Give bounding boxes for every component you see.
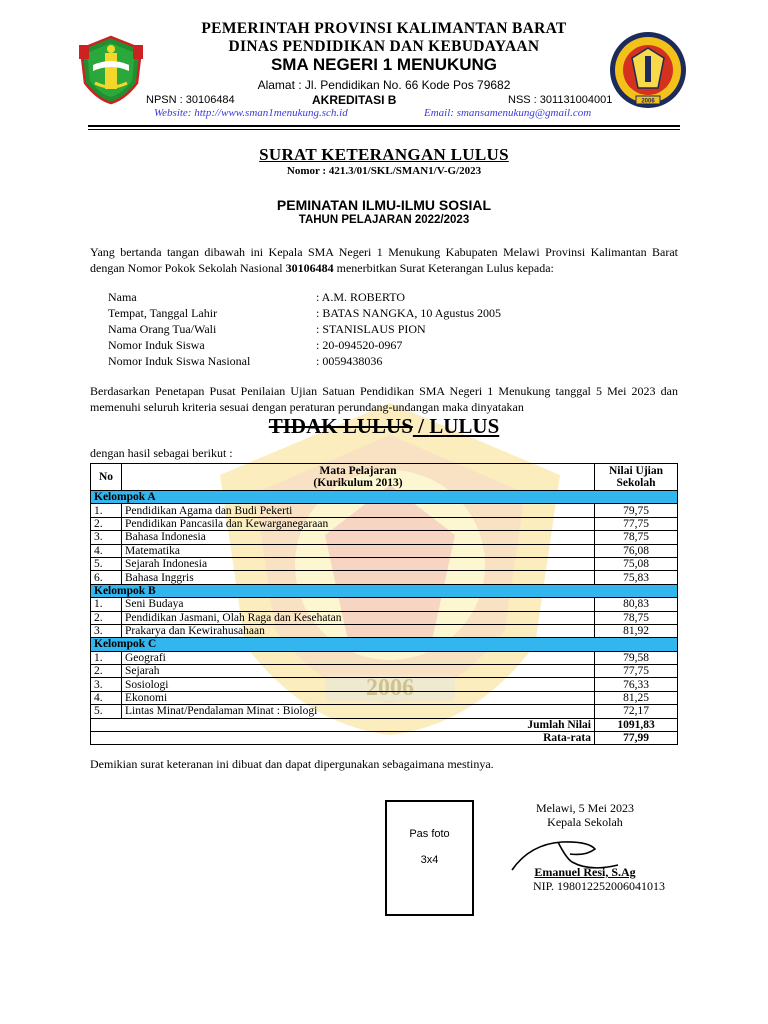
header-score: Nilai Ujian Sekolah <box>595 464 678 491</box>
average-score: 77,99 <box>595 732 678 745</box>
table-row: 1. Geografi 79,58 <box>91 651 678 664</box>
table-header-row <box>91 464 678 491</box>
status-passed: LULUS <box>429 414 500 438</box>
table-row: 3. Prakarya dan Kewirahusahaan 81,92 <box>91 624 678 637</box>
table-row: 4. Ekonomi 81,25 <box>91 691 678 704</box>
photo-size: 3x4 <box>420 854 439 866</box>
intro-paragraph: Yang bertanda tangan dibawah ini Kepala SMA Negeri 1 Menukung Kabupaten Melawi Provinsi Kalimantan Barat dengan Nomor Pokok Sekolah Nasional 30106484 menerbitkan Surat Keterangan Lulus kepada: <box>90 245 678 275</box>
student-info <box>108 290 608 370</box>
table-row: 4. Matematika 76,08 <box>91 544 678 557</box>
letterhead-rule-thin <box>88 129 680 130</box>
closing-statement: Demikian surat keteranan ini dibuat dan dapat dipergunakan sebagaimana mestinya. <box>90 757 494 771</box>
letterhead-province: PEMERINTAH PROVINSI KALIMANTAN BARAT <box>201 20 567 37</box>
table-row: 2. Sejarah 77,75 <box>91 665 678 678</box>
watermark-year: 2006 <box>366 675 414 701</box>
document-title: SURAT KETERANGAN LULUS <box>259 145 509 164</box>
status-not-passed: TIDAK LULUS <box>268 414 413 438</box>
letterhead-accreditation: AKREDITASI B <box>312 93 397 107</box>
document-number: Nomor : 421.3/01/SKL/SMAN1/V-G/2023 <box>286 165 482 177</box>
letterhead-nss: NSS : 301131004001 <box>508 94 613 106</box>
table-row: 3. Bahasa Indonesia 78,75 <box>91 531 678 544</box>
header-no: No <box>91 464 122 491</box>
letterhead-department: DINAS PENDIDIKAN DAN KEBUDAYAAN <box>228 38 540 55</box>
student-row-nisn: Nomor Induk Siswa Nasional : 0059438036 <box>108 354 383 368</box>
table-row: 5. Sejarah Indonesia 75,08 <box>91 557 678 570</box>
table-row: 1. Pendidikan Agama dan Budi Pekerti 79,75 <box>91 504 678 517</box>
letterhead-email: Email: smansamenukung@gmail.com <box>424 107 592 119</box>
document-academic-year: TAHUN PELAJARAN 2022/2023 <box>298 214 470 226</box>
average-row: Rata-rata 77,99 <box>91 732 678 745</box>
logo-year-label: 2006 <box>641 98 655 105</box>
decision-paragraph: Berdasarkan Penetapan Pusat Penilaian Ujian Satuan Pendidikan SMA Negeri 1 Menukung tanggal 5 Mei 2023 dan memenuhi seluruh kriteria sesuai dengan peraturan perundang-undangan maka dinyatakan <box>90 384 678 414</box>
total-row: Jumlah Nilai 1091,83 <box>91 718 678 731</box>
header-subject: Mata Pelajaran (Kurikulum 2013) <box>122 464 595 491</box>
student-row-birth: Tempat, Tanggal Lahir : BATAS NANGKA, 10 Agustus 2005 <box>108 306 502 320</box>
letterhead-address: Alamat : Jl. Pendidikan No. 66 Kode Pos 79682 <box>257 78 511 92</box>
student-row-name: Nama : A.M. ROBERTO <box>108 290 406 304</box>
letterhead-school-name: SMA NEGERI 1 MENUKUNG <box>270 55 498 74</box>
table-row: 3. Sosiologi 76,33 <box>91 678 678 691</box>
signature-nip: NIP. 198012252006041013 <box>532 879 665 893</box>
group-row-c: Kelompok C <box>91 638 678 651</box>
group-row-b: Kelompok B <box>91 584 678 597</box>
letterhead-website: Website: http://www.sman1menukung.sch.id <box>154 107 348 119</box>
intro-npsn: 30106484 <box>285 260 334 275</box>
document-specialization: PEMINATAN ILMU-ILMU SOSIAL <box>276 197 492 213</box>
letterhead-npsn: NPSN : 30106484 <box>146 94 235 106</box>
table-row: 5. Lintas Minat/Pendalaman Minat : Biologi 72,17 <box>91 705 678 718</box>
photo-label: Pas foto <box>409 828 450 840</box>
total-score: 1091,83 <box>595 718 678 731</box>
signature-name: Emanuel Resi, S.Ag <box>534 865 636 879</box>
graduation-status: TIDAK LULUS / LULUS <box>268 414 500 438</box>
table-row: 6. Bahasa Inggris 75,83 <box>91 571 678 584</box>
grades-table <box>90 463 678 745</box>
student-row-nis: Nomor Induk Siswa : 20-094520-0967 <box>108 338 403 352</box>
table-row: 2. Pendidikan Jasmani, Olah Raga dan Kesehatan 78,75 <box>91 611 678 624</box>
student-row-parent: Nama Orang Tua/Wali : STANISLAUS PION <box>108 322 426 336</box>
group-row-a: Kelompok A <box>91 491 678 504</box>
signature-role: Kepala Sekolah <box>547 815 623 829</box>
signature-place-date: Melawi, 5 Mei 2023 <box>536 801 634 815</box>
results-intro: dengan hasil sebagai berikut : <box>90 446 233 460</box>
photo-placeholder <box>385 800 474 916</box>
table-row: 1. Seni Budaya 80,83 <box>91 598 678 611</box>
table-row: 2. Pendidikan Pancasila dan Kewarganegaraan 77,75 <box>91 517 678 530</box>
letterhead-rule-thick <box>88 125 680 127</box>
